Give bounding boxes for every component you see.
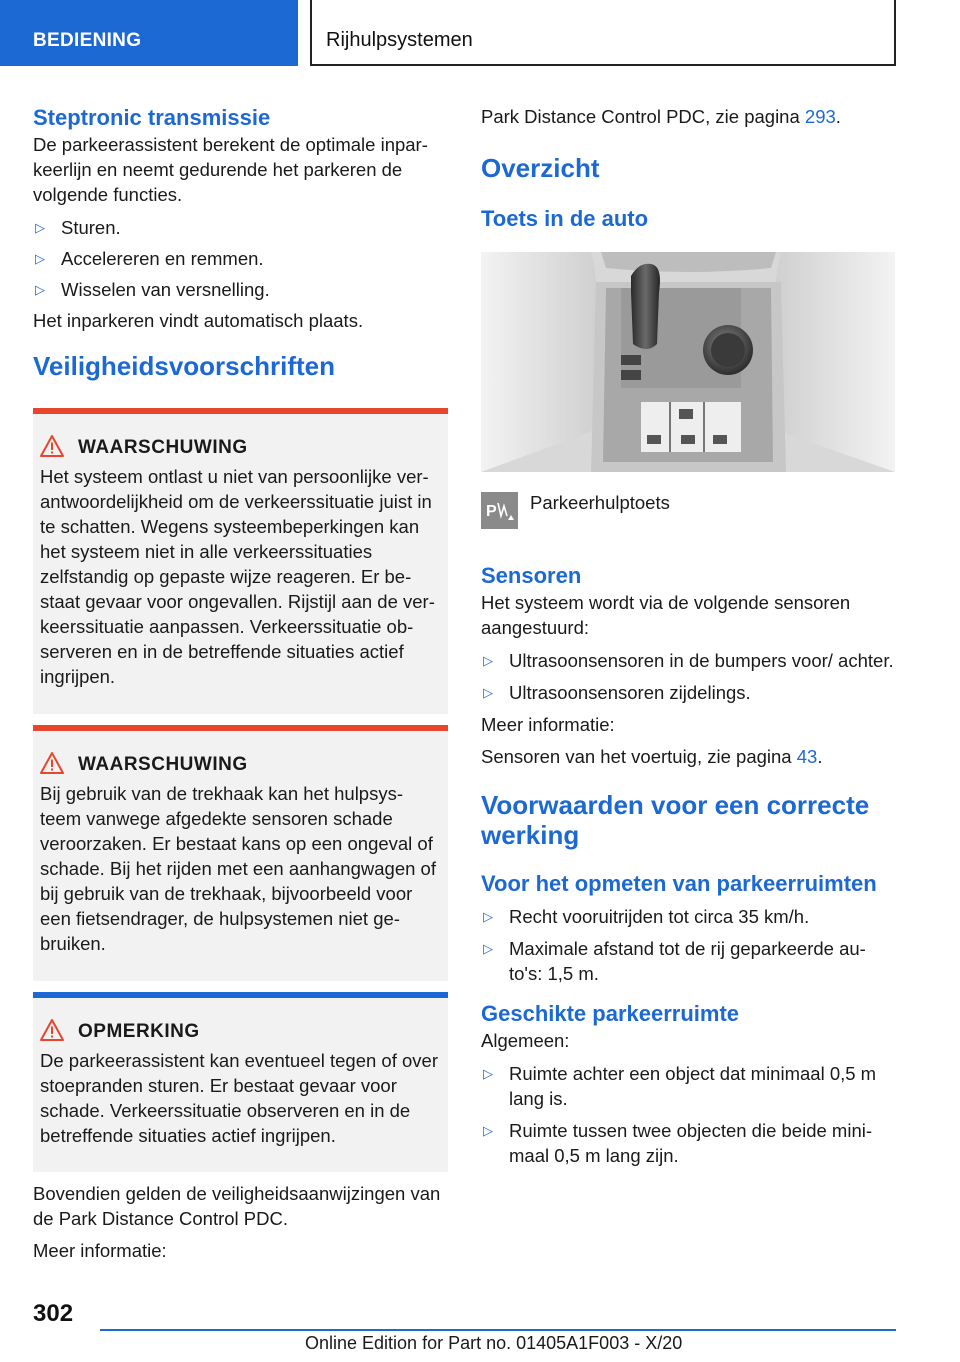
pdc-reference: Park Distance Control PDC, zie pagina 293.	[481, 106, 841, 127]
steptronic-heading: Steptronic transmissie	[33, 105, 271, 130]
measure-list	[481, 904, 896, 986]
steptronic-intro: De parkeerassistent berekent de optimale inpar-keerlijn en neemt gedurende het parkeren de volgende functies.	[33, 134, 428, 205]
chapter-tab	[310, 0, 896, 66]
bullet-triangle-icon: ▷	[35, 282, 45, 297]
steptronic-list	[33, 215, 448, 302]
left-column	[33, 100, 448, 381]
button-heading: Toets in de auto	[481, 206, 649, 231]
note-heading: OPMERKING	[33, 1020, 448, 1044]
bullet-triangle-icon: ▷	[483, 1123, 493, 1138]
list-item: ▷ Ultrasoonsensoren zijdelings.	[483, 682, 751, 703]
note-triangle-icon	[39, 1018, 65, 1042]
section-tab	[0, 0, 298, 66]
sensors-reference: Sensoren van het voertuig, zie pagina 43.	[481, 746, 823, 767]
suitable-heading: Geschikte parkeerruimte	[481, 1001, 740, 1026]
measure-heading: Voor het opmeten van parkeerruimten	[481, 871, 877, 896]
list-item: ▷ Sturen.	[35, 217, 121, 238]
warning-text: Bij gebruik van de trekhaak kan het hulpsys-teem vanwege afgedekte sensoren schade veroorzaken. Er bestaat kans op een ongeval of schade. Bij het rijden met een aanhangwagen of bij gebruik van de trekhaak, bijvoorbeeld voor een fietsendrager, de hulpsystemen niet ge-bruiken.	[40, 783, 436, 954]
list-item: ▷ Ruimte achter een object dat minimaal 0,5 m lang is.	[483, 1063, 877, 1109]
page-link[interactable]: 43	[796, 746, 818, 767]
warning-text: Het systeem ontlast u niet van persoonlijke ver-antwoordelijkheid om de verkeerssituatie juist in te schatten. Wegens systeembeperkingen kan het systeem niet in alle verkeerssituaties zelfstandig op gepaste wijze reageren. Er be-staat gevaar voor ongevallen. Rijstijl aan de ver-keerssituatie aanpassen. Verkeerssituatie ob-serveren en in de betreffende situaties actief ingrijpen.	[40, 466, 435, 687]
list-item: ▷ Ultrasoonsensoren in de bumpers voor/ achter.	[483, 650, 894, 671]
right-column-lower	[481, 562, 896, 1175]
section-label: BEDIENING	[33, 30, 142, 51]
bullet-triangle-icon: ▷	[35, 220, 45, 235]
bullet-triangle-icon: ▷	[483, 685, 493, 700]
bullet-triangle-icon: ▷	[483, 1066, 493, 1081]
steptronic-outro: Het inparkeren vindt automatisch plaats.	[33, 310, 364, 331]
car-console-photo	[481, 252, 895, 472]
suitable-intro: Algemeen:	[481, 1030, 570, 1051]
left-bottom	[33, 1181, 448, 1263]
warning-heading: WAARSCHUWING	[33, 753, 448, 777]
safety-heading: Veiligheidsvoorschriften	[33, 351, 335, 381]
page-link[interactable]: 293	[804, 106, 836, 127]
warning-bar	[33, 725, 448, 731]
bullet-triangle-icon: ▷	[35, 251, 45, 266]
footer-divider	[100, 1329, 896, 1331]
list-item: ▷ Maximale afstand tot de rij geparkeerde au-to's: 1,5 m.	[483, 938, 866, 984]
list-item: ▷ Ruimte tussen twee objecten die beide mini-maal 0,5 m lang zijn.	[483, 1120, 872, 1166]
note-box	[33, 992, 448, 1172]
note-bar	[33, 992, 448, 998]
overview-heading: Overzicht	[481, 153, 600, 183]
more-info-label: Meer informatie:	[33, 1240, 167, 1261]
sensors-intro: Het systeem wordt via de volgende sensoren aangestuurd:	[481, 592, 851, 638]
warning-box-2	[33, 725, 448, 981]
list-item: ▷ Accelereren en remmen.	[35, 248, 264, 269]
sensors-heading: Sensoren	[481, 563, 582, 588]
list-item: ▷ Recht vooruitrijden tot circa 35 km/h.	[483, 906, 810, 927]
warning-triangle-icon	[39, 751, 65, 775]
right-column-top	[481, 104, 896, 233]
bullet-triangle-icon: ▷	[483, 909, 493, 924]
footer-edition: Online Edition for Part no. 01405A1F003 - X/20	[305, 1333, 683, 1353]
chapter-label: Rijhulpsystemen	[326, 29, 473, 51]
warning-box-1	[33, 408, 448, 714]
park-assist-caption: Parkeerhulptoets	[530, 492, 670, 513]
conditions-heading: Voorwaarden voor een correcte werking	[481, 790, 870, 850]
sensors-list	[481, 648, 896, 705]
svg-text:P: P	[486, 503, 497, 520]
note-text: De parkeerassistent kan eventueel tegen of over stoepranden sturen. Er bestaat gevaar voor schade. Verkeerssituatie observeren en in de betreffende situaties actief ingrijpen.	[40, 1050, 438, 1146]
warning-bar	[33, 408, 448, 414]
sensors-more-info: Meer informatie:	[481, 714, 615, 735]
warning-heading: WAARSCHUWING	[33, 436, 448, 460]
warning-triangle-icon	[39, 434, 65, 458]
page-number: 302	[33, 1300, 74, 1327]
suitable-list	[481, 1061, 896, 1168]
bullet-triangle-icon: ▷	[483, 653, 493, 668]
park-assist-icon	[481, 492, 518, 529]
bullet-triangle-icon: ▷	[483, 941, 493, 956]
list-item: ▷ Wisselen van versnelling.	[35, 279, 270, 300]
safety-reference-text: Bovendien gelden de veiligheidsaanwijzingen van de Park Distance Control PDC.	[33, 1183, 441, 1229]
